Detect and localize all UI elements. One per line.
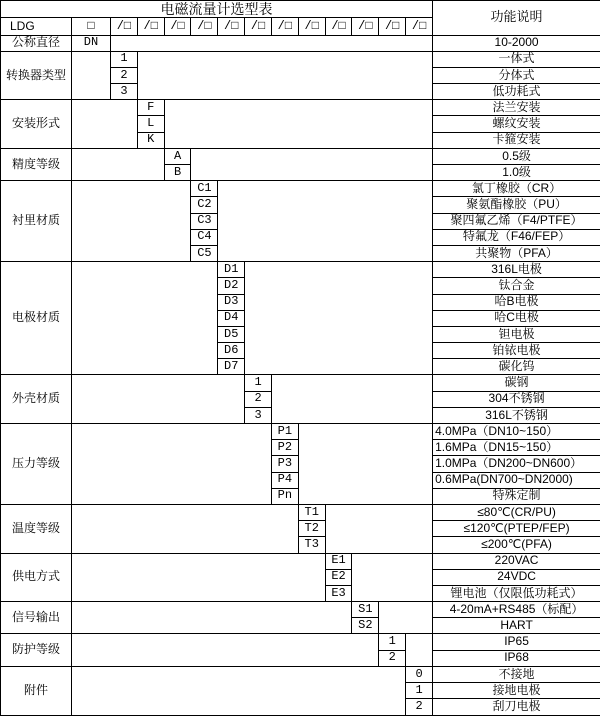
spacer-cell: [72, 375, 245, 424]
model-slot: /□: [111, 18, 138, 35]
category-cell: 压力等级: [1, 424, 72, 505]
spacer-cell: [72, 424, 272, 505]
model-slot: /□: [191, 18, 218, 35]
table-title: 电磁流量计选型表: [1, 1, 433, 18]
desc-cell: 10-2000: [433, 35, 600, 51]
desc-cell: 4-20mA+RS485（标配）: [433, 602, 600, 618]
spacer-cell: [164, 100, 432, 149]
code-cell: D2: [218, 278, 245, 294]
code-cell: A: [164, 148, 191, 164]
desc-cell: 特殊定制: [433, 488, 600, 504]
spacer-cell: [72, 51, 111, 100]
spacer-cell: [379, 602, 433, 634]
code-cell: 2: [111, 67, 138, 83]
desc-cell: 铂铱电极: [433, 343, 600, 359]
desc-cell: 碳钢: [433, 375, 600, 391]
category-cell: 衬里材质: [1, 181, 72, 262]
spacer-cell: [72, 553, 326, 602]
model-slot: /□: [352, 18, 379, 35]
code-cell: 3: [245, 407, 272, 423]
code-cell: L: [137, 116, 164, 132]
desc-cell: 法兰安装: [433, 100, 600, 116]
category-cell: 温度等级: [1, 504, 72, 553]
desc-cell: 24VDC: [433, 569, 600, 585]
desc-cell: IP68: [433, 650, 600, 666]
model-slot: /□: [379, 18, 406, 35]
spacer-cell: [218, 181, 433, 262]
desc-cell: 接地电极: [433, 683, 600, 699]
code-cell: T2: [298, 521, 325, 537]
desc-cell: 0.6MPa(DN700~DN2000): [433, 472, 600, 488]
code-cell: 2: [245, 391, 272, 407]
model-slot: /□: [325, 18, 352, 35]
desc-cell: 1.6MPa（DN15~150）: [433, 440, 600, 456]
spacer-cell: [245, 262, 433, 375]
spacer-cell: [72, 504, 299, 553]
model-slot: /□: [218, 18, 245, 35]
code-cell: E3: [325, 585, 352, 601]
code-cell: 0: [406, 666, 433, 682]
code-cell: B: [164, 165, 191, 181]
desc-cell: 钛合金: [433, 278, 600, 294]
desc-cell: 刮刀电极: [433, 699, 600, 716]
code-cell: 1: [379, 634, 406, 650]
spacer-cell: [72, 666, 406, 715]
code-cell: 1: [406, 683, 433, 699]
spacer-cell: [191, 148, 433, 180]
desc-cell: IP65: [433, 634, 600, 650]
desc-cell: 316L电极: [433, 262, 600, 278]
desc-cell: ≤80℃(CR/PU): [433, 504, 600, 520]
category-cell: 信号输出: [1, 602, 72, 634]
spacer-cell: [298, 424, 432, 505]
desc-cell: 304不锈钢: [433, 391, 600, 407]
code-cell: 2: [406, 699, 433, 716]
code-cell: D7: [218, 359, 245, 375]
code-cell: D6: [218, 343, 245, 359]
desc-cell: HART: [433, 618, 600, 634]
desc-cell: 氯丁橡胶（CR）: [433, 181, 600, 197]
desc-cell: 螺纹安装: [433, 116, 600, 132]
category-cell: 外壳材质: [1, 375, 72, 424]
model-slot: /□: [245, 18, 272, 35]
code-cell: S1: [352, 602, 379, 618]
spacer-cell: [72, 181, 191, 262]
desc-cell: ≤200℃(PFA): [433, 537, 600, 553]
code-cell: D1: [218, 262, 245, 278]
code-cell: T3: [298, 537, 325, 553]
code-cell: S2: [352, 618, 379, 634]
code-cell: F: [137, 100, 164, 116]
desc-cell: 1.0级: [433, 165, 600, 181]
code-cell: 1: [111, 51, 138, 67]
desc-cell: 316L不锈钢: [433, 407, 600, 423]
code-cell: C2: [191, 197, 218, 213]
code-cell: K: [137, 132, 164, 148]
desc-cell: 分体式: [433, 67, 600, 83]
desc-cell: 一体式: [433, 51, 600, 67]
category-cell: 安装形式: [1, 100, 72, 149]
code-cell: P4: [271, 472, 298, 488]
code-cell: C4: [191, 229, 218, 245]
spacer-cell: [72, 100, 138, 149]
code-cell: 2: [379, 650, 406, 666]
code-cell: P2: [271, 440, 298, 456]
category-cell: 附件: [1, 666, 72, 715]
code-cell: D3: [218, 294, 245, 310]
code-cell: C3: [191, 213, 218, 229]
model-box: □: [72, 18, 111, 35]
desc-cell: 4.0MPa（DN10~150）: [433, 424, 600, 440]
spacer-cell: [325, 504, 432, 553]
desc-cell: 1.0MPa（DN200~DN600）: [433, 456, 600, 472]
spacer-cell: [72, 634, 379, 666]
code-cell: E2: [325, 569, 352, 585]
category-cell: 转换器类型: [1, 51, 72, 100]
desc-cell: 共聚物（PFA）: [433, 245, 600, 261]
desc-cell: 碳化钨: [433, 359, 600, 375]
desc-cell: 钽电极: [433, 326, 600, 342]
code-cell: T1: [298, 504, 325, 520]
desc-cell: 哈B电极: [433, 294, 600, 310]
category-cell: 供电方式: [1, 553, 72, 602]
spacer-cell: [406, 634, 433, 666]
desc-cell: 不接地: [433, 666, 600, 682]
spacer-cell: [137, 51, 432, 100]
spacer-cell: [271, 375, 432, 424]
spacer-cell: [352, 553, 433, 602]
code-cell: D5: [218, 326, 245, 342]
desc-cell: 卡箍安装: [433, 132, 600, 148]
desc-cell: 0.5级: [433, 148, 600, 164]
spacer-cell: [72, 262, 218, 375]
code-cell: 1: [245, 375, 272, 391]
desc-cell: 220VAC: [433, 553, 600, 569]
model-slot: /□: [406, 18, 433, 35]
desc-cell: 哈C电极: [433, 310, 600, 326]
category-cell: 防护等级: [1, 634, 72, 666]
model-slot: /□: [298, 18, 325, 35]
spacer-cell: [72, 148, 165, 180]
code-cell: E1: [325, 553, 352, 569]
model-prefix: LDG: [1, 18, 72, 35]
code-cell: DN: [72, 35, 111, 51]
desc-cell: 低功耗式: [433, 84, 600, 100]
code-cell: C5: [191, 245, 218, 261]
selection-table-body: [1, 1, 600, 716]
function-header: 功能说明: [433, 1, 600, 36]
code-cell: P3: [271, 456, 298, 472]
desc-cell: 聚氨酯橡胶（PU）: [433, 197, 600, 213]
code-cell: 3: [111, 84, 138, 100]
category-cell: 公称直径: [1, 35, 72, 51]
spacer-cell: [111, 35, 433, 51]
code-cell: Pn: [271, 488, 298, 504]
code-cell: P1: [271, 424, 298, 440]
model-slot: /□: [137, 18, 164, 35]
desc-cell: 锂电池（仅限低功耗式）: [433, 585, 600, 601]
model-slot: /□: [164, 18, 191, 35]
desc-cell: 特氟龙（F46/FEP）: [433, 229, 600, 245]
category-cell: 电极材质: [1, 262, 72, 375]
category-cell: 精度等级: [1, 148, 72, 180]
spacer-cell: [72, 602, 352, 634]
model-slot: /□: [271, 18, 298, 35]
desc-cell: 聚四氟乙烯（F4/PTFE）: [433, 213, 600, 229]
desc-cell: ≤120℃(PTEP/FEP): [433, 521, 600, 537]
code-cell: C1: [191, 181, 218, 197]
code-cell: D4: [218, 310, 245, 326]
